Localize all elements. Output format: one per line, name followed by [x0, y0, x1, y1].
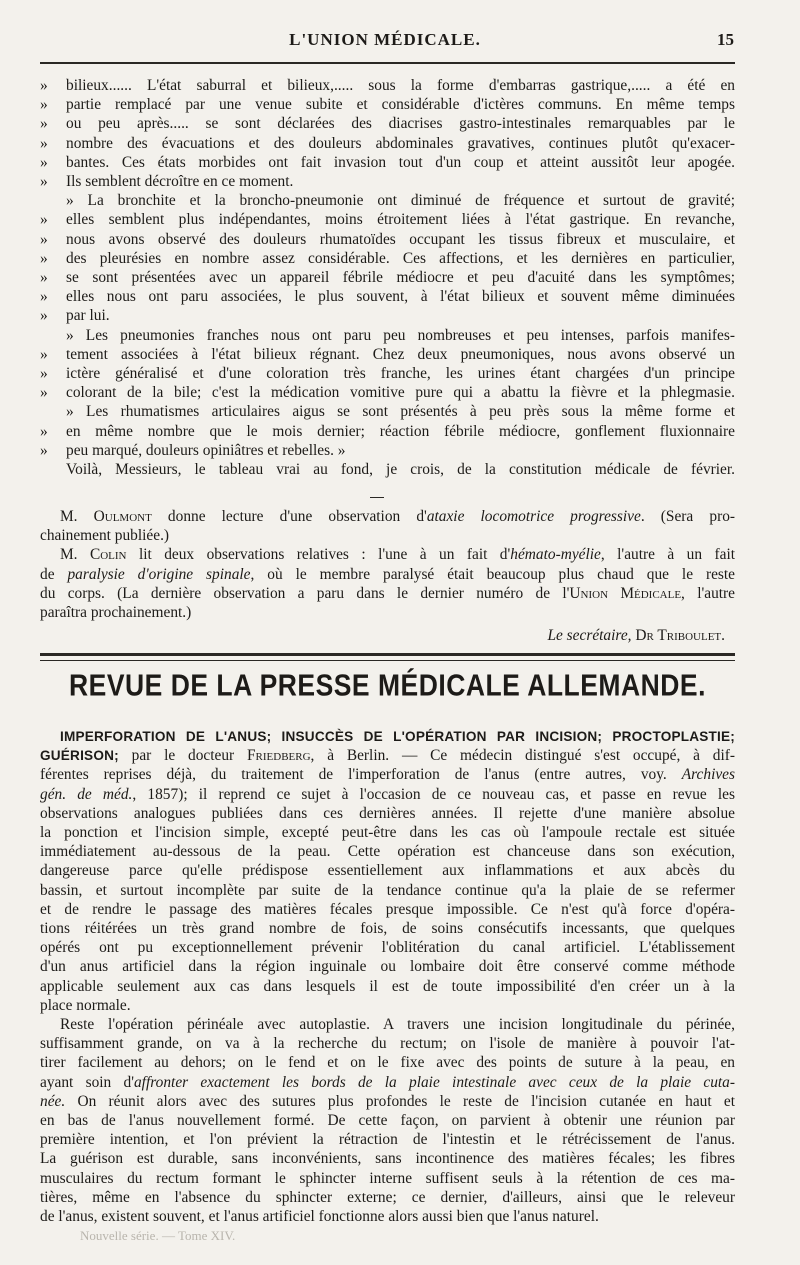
page-number: 15	[717, 30, 734, 49]
page-footer: Nouvelle série. — Tome XIV.	[80, 1228, 236, 1243]
header-rule	[40, 62, 735, 64]
text-line: opérés ont pu exceptionnellement prévenir l'oblitération du canal artificiel. L'établissement	[40, 939, 735, 957]
text-line: » nombre des évacuations et des douleurs abdominales gravatives, continues plutôt qu'exacer-	[40, 134, 735, 152]
text-line: tions réitérées un très grand nombre de fois, de soins consécutifs incessants, que quelques	[40, 920, 735, 938]
text-line: la ponction et l'incision simple, excepté peut-être dans les cas où l'ampoule rectale est située	[40, 824, 735, 842]
text-line: de paralysie d'origine spinale, où le membre paralysé était beaucoup plus chaud que le reste	[40, 565, 735, 583]
text-line: » elles semblent plus indépendantes, moins étroitement liées à l'état gastrique. En revanche,	[40, 211, 735, 229]
text-line: » elles nous ont paru associées, le plus souvent, à l'état bilieux et souvent même diminuées	[40, 288, 735, 306]
text-line: tirer facilement au dehors; on le fend et on le fixe avec des points de suture à la peau, en	[40, 1054, 735, 1072]
section-separator	[370, 497, 384, 498]
text-line: suffisamment grande, on va à la recherche du rectum; on l'isole de manière à pouvoir l'at-	[40, 1035, 735, 1053]
secretary-signature: Le secrétaire, Dr Triboulet.	[547, 627, 725, 644]
text-line: et de rendre le passage des matières fécales presque impossible. Ce n'est qu'à force d'opéra-	[40, 900, 735, 918]
text-line: » tement associées à l'état bilieux régnant. Chez deux pneumoniques, nous avons observé un	[40, 345, 735, 363]
article-heading: IMPERFORATION DE L'ANUS; INSUCCÈS DE L'OPÉRATION PAR INCISION; PROCTOPLASTIE;	[60, 729, 735, 744]
text-line: d'un anus artificiel dans la région inguinale ou lombaire doit être conservé comme méthode	[40, 958, 735, 976]
text-line: » des pleurésies en nombre assez considérable. Ces affections, et les dernières en particulier,	[40, 249, 735, 267]
section-double-rule	[40, 653, 735, 661]
text-line: applicable seulement aux cas dans lesquels il est de toute impossibilité d'en créer un à la	[40, 977, 735, 995]
page-header	[40, 30, 734, 56]
running-title: L'UNION MÉDICALE.	[289, 30, 481, 49]
text-line: musculaires du rectum formant le sphincter interne suffisent seuls à la rétention de ces ma-	[40, 1169, 735, 1187]
section-title: REVUE DE LA PRESSE MÉDICALE ALLEMANDE.	[69, 667, 706, 703]
text-line: férentes reprises déjà, du traitement de l'imperforation de l'anus (entre autres, voy. Archives	[40, 766, 735, 784]
article-body	[40, 727, 735, 1226]
quoted-report	[40, 76, 735, 479]
text-line: M. Colin lit deux observations relatives : l'une à un fait d'hémato-myélie, l'autre à un fait	[60, 546, 735, 564]
text-line: » La bronchite et la broncho-pneumonie ont diminué de fréquence et surtout de gravité;	[66, 192, 735, 210]
text-line: en bas de l'anus nouvellement formé. De cette façon, on parvient à obtenir une réunion par	[40, 1112, 735, 1130]
text-line: née. On réunit alors avec des sutures plus profondes le reste de l'incision cutanée en haut et	[40, 1092, 735, 1110]
text-line: chainement publiée.)	[40, 527, 170, 545]
text-line: » colorant de la bile; c'est la médication vomitive pure qui a abattu la fièvre et la phlegmasie.	[40, 384, 735, 402]
text-line: Reste l'opération périnéale avec autoplastie. A travers une incision longitudinale du périnée,	[60, 1016, 735, 1034]
text-line: immédiatement au-dessous de la peau. Cette opération est chanceuse dans son exécution,	[40, 843, 735, 861]
text-line: première intention, et l'on prévient la rétraction de l'intestin et le rétrécissement de l'anus.	[40, 1131, 735, 1149]
text-line: gén. de méd., 1857); il reprend ce sujet à l'occasion de ce nouveau cas, et passe en revue les	[40, 785, 735, 803]
text-line: dangereuse parce qu'elle prédispose essentiellement aux inflammations et aux abcès du	[40, 862, 735, 880]
text-line: » nous avons observé des douleurs rhumatoïdes occupant les tissus fibreux et musculaire, et	[40, 230, 735, 248]
text-line: du corps. (La dernière observation a paru dans le dernier numéro de l'Union Médicale, l'autre	[40, 584, 735, 602]
text-line: » Les pneumonies franches nous ont paru peu nombreuses et peu intenses, parfois manifes-	[66, 326, 735, 344]
text-line: » par lui.	[40, 307, 110, 325]
text-line: La guérison est durable, sans inconvénients, sans incontinence des matières fécales; les fibres	[40, 1150, 735, 1168]
text-line: » Ils semblent décroître en ce moment.	[40, 173, 294, 191]
text-line: de l'anus, existent souvent, et l'anus artificiel fonctionne alors aussi bien que l'anus naturel.	[40, 1208, 599, 1226]
text-line: observations analogues publiées dans ces dernières années. Il rejette d'une manière absolue	[40, 804, 735, 822]
text-line: » se sont présentées avec un appareil fébrile médiocre et peu d'acuité dans les symptômes;	[40, 269, 735, 287]
text-line: place normale.	[40, 996, 131, 1014]
text-line: » partie remplacé par une venue subite et considérable d'ictères communs. En même temps	[40, 96, 735, 114]
text-line: » en même nombre que le mois dernier; réaction fébrile médiocre, gonflement fluxionnaire	[40, 422, 735, 440]
session-minutes	[40, 507, 735, 622]
text-line: » Les rhumatismes articulaires aigus se sont présentés à peu près sous la même forme et	[66, 403, 735, 421]
text-line: » ou peu après..... se sont déclarées des diacrises gastro-intestinales remarquables par le	[40, 115, 735, 133]
text-line: tières, même en l'absence du sphincter externe; ce dernier, d'ailleurs, ainsi que le releveur	[40, 1188, 735, 1206]
text-line: » peu marqué, douleurs opiniâtres et rebelles. »	[40, 441, 346, 459]
text-line: Voilà, Messieurs, le tableau vrai au fond, je crois, de la constitution médicale de février.	[66, 461, 735, 479]
text-line: paraîtra prochainement.)	[40, 604, 192, 622]
text-line: » bantes. Ces états morbides ont fait invasion tout d'un coup et atteint aussitôt leur apogée.	[40, 153, 735, 171]
text-line: bassin, et surtout incomplète par suite de la tendance continue qu'a la plaie de se refermer	[40, 881, 735, 899]
text-line: M. Oulmont donne lecture d'une observation d'ataxie locomotrice progressive. (Sera pro-	[60, 508, 735, 525]
text-line: » bilieux...... L'état saburral et bilieux,..... sous la forme d'embarras gastrique,..... a été en	[40, 77, 735, 94]
text-line: GUÉRISON; par le docteur Friedberg, à Berlin. — Ce médecin distingué s'est occupé, à dif-	[40, 747, 735, 765]
text-line: » ictère généralisé et d'une coloration très franche, les urines étant chargées d'un principe	[40, 365, 735, 383]
text-line: ayant soin d'affronter exactement les bords de la plaie intestinale avec ceux de la plaie cuta-	[40, 1073, 735, 1091]
